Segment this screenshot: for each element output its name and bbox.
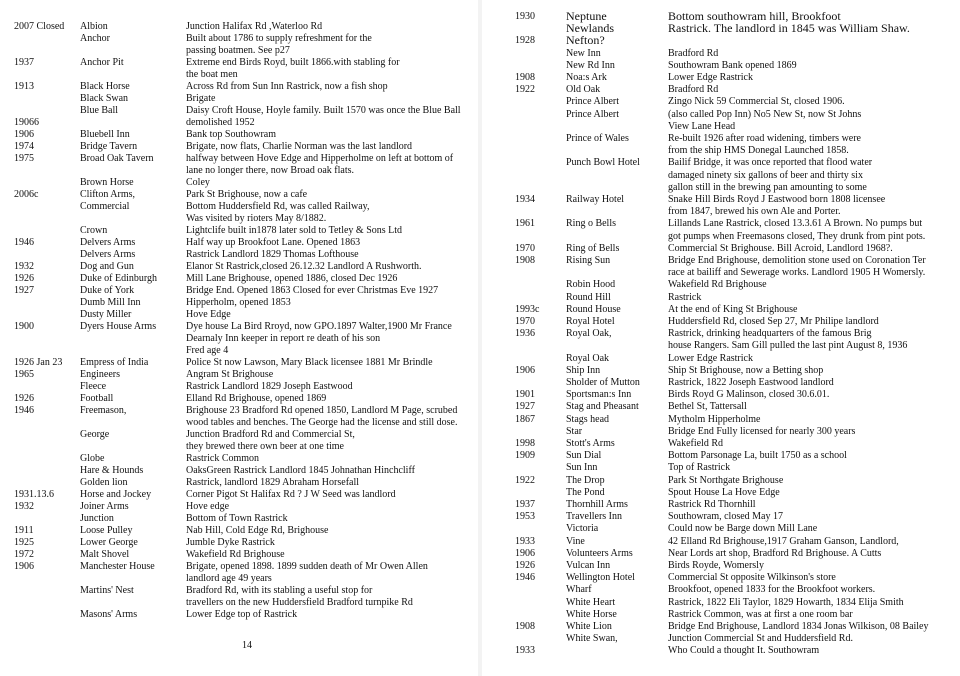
entry-year: 1906	[14, 129, 34, 140]
pub-entry	[482, 547, 960, 560]
pub-entry	[482, 413, 960, 426]
entry-description: Lightclife built in1878 later sold to Tetley & Sons Ltd	[186, 225, 403, 236]
page-number: 14	[242, 640, 252, 651]
entry-description: race at bailiff and Sewerage works. Landlord 1905 H Womersly.	[668, 267, 926, 279]
entry-description: Bottom southowram hill, Brookfoot	[668, 10, 841, 23]
entry-description: Could now be Barge down Mill Lane	[668, 523, 818, 535]
entry-pub-name: Loose Pulley	[80, 525, 133, 536]
entry-description: Southowram, closed May 17	[668, 511, 783, 523]
pub-entry	[482, 47, 960, 60]
entry-pub-name: Horse and Jockey	[80, 489, 152, 500]
entry-pub-name: Dog and Gun	[80, 261, 134, 272]
entry-pub-name: Round Hill	[566, 291, 611, 303]
entry-description: Half way up Brookfoot Lane. Opened 1863	[186, 237, 361, 248]
entry-description: Bailif Bridge, it was once reported that flood water	[668, 157, 873, 169]
entry-description: Hove edge	[186, 501, 230, 512]
pub-entry	[482, 156, 960, 169]
entry-description: View Lane Head	[668, 120, 736, 132]
entry-year: 1931.13.6	[14, 489, 54, 500]
entry-pub-name: George	[80, 429, 110, 440]
entry-year: 1926 Jan 23	[14, 357, 63, 368]
entry-pub-name: Railway Hotel	[566, 194, 625, 205]
entry-year: 1906	[515, 364, 535, 376]
entry-description: Park St Northgate Brighouse	[668, 474, 784, 486]
entry-description: Junction Commercial St and Huddersfield Rd.	[668, 633, 853, 645]
entry-description: Junction Halifax Rd ,Waterloo Rd	[186, 21, 323, 32]
entry-year: 1972	[14, 549, 34, 560]
pub-entry	[482, 571, 960, 584]
pub-entry	[482, 498, 960, 511]
entry-description: Rastrick Landlord 1829 Thomas Lofthouse	[186, 249, 359, 260]
entry-pub-name: Clifton Arms,	[80, 189, 136, 200]
entry-pub-name: Dusty Miller	[80, 309, 132, 320]
entry-year: 1901	[515, 389, 535, 401]
entry-pub-name: Manchester House	[80, 561, 155, 572]
entry-description: Coley	[186, 177, 210, 188]
pub-entry	[482, 217, 960, 230]
entry-pub-name: Globe	[80, 453, 105, 464]
pub-entry	[482, 461, 960, 474]
entry-pub-name: Stag and Pheasant	[566, 401, 639, 413]
pub-entry	[482, 474, 960, 487]
entry-year: 1908	[515, 621, 535, 632]
entry-description: from 1847, brewed his own Ale and Porter.	[668, 206, 841, 218]
entry-description: Daisy Croft House, Hoyle family. Built 1570 was once the Blue Ball	[186, 105, 461, 116]
entry-year: 1867	[515, 413, 535, 425]
entry-description: Corner Pigot St Halifax Rd ? J W Seed was landlord	[186, 489, 396, 500]
entry-description: Angram St Brighouse	[186, 369, 274, 380]
pub-entry	[482, 632, 960, 645]
entry-pub-name: Crown	[80, 225, 108, 236]
entry-pub-name: Anchor Pit	[80, 57, 124, 68]
entry-description: halfway between Hove Edge and Hipperholme on left at bottom of	[186, 153, 454, 164]
entry-year: 1909	[515, 450, 535, 462]
left-page	[0, 0, 478, 676]
entry-description: the boat men	[186, 69, 238, 80]
entry-description: Lower Edge Rastrick	[668, 72, 753, 83]
entry-description: Near Lords art shop, Bradford Rd Brighouse. A Cutts	[668, 547, 882, 559]
entry-pub-name: Commercial	[80, 201, 130, 212]
entry-pub-name: Blue Ball	[80, 105, 119, 116]
entry-description: Who Could a thought It. Southowram	[668, 645, 820, 657]
entry-description: landlord age 49 years	[186, 573, 272, 584]
pub-entry	[482, 522, 960, 535]
entry-year: 1932	[14, 501, 34, 512]
entry-description: Bradford Rd, with its stabling a useful stop for	[186, 585, 373, 596]
pub-entry	[482, 388, 960, 401]
entry-description: Rastrick Common	[186, 453, 260, 464]
pub-entry	[482, 437, 960, 450]
pub-entry	[482, 425, 960, 438]
entry-description: Wakefield Rd	[668, 438, 724, 449]
entry-description: Mytholm Hipperholme	[668, 413, 761, 425]
entry-pub-name: Travellers Inn	[566, 511, 623, 523]
entry-description: Nab Hill, Cold Edge Rd, Brighouse	[186, 525, 329, 536]
entry-description: Was visited by rioters May 8/1882.	[186, 213, 327, 224]
entry-description: Wakefield Rd Brighouse	[186, 549, 285, 560]
entry-description: Brookfoot, opened 1833 for the Brookfoot workers.	[668, 584, 876, 596]
entry-year: 1926	[14, 393, 34, 404]
entry-pub-name: The Drop	[566, 474, 605, 486]
entry-description: Rastrick Rd Thornhill	[668, 499, 756, 510]
pub-entry	[482, 486, 960, 499]
entry-description: Dearnaly Inn keeper in report re death of his son	[186, 333, 381, 344]
entry-description: Huddersfield Rd, closed Sep 27, Mr Philipe landlord	[668, 316, 879, 327]
pub-entry	[482, 242, 960, 255]
entry-pub-name: Sportsman:s Inn	[566, 389, 632, 401]
entry-pub-name: Star	[566, 425, 583, 437]
entry-description: Elanor St Rastrick,closed 26.12.32 Landlord A Rushworth.	[186, 261, 422, 272]
entry-pub-name: Lower George	[80, 537, 138, 548]
pub-entry	[482, 608, 960, 621]
entry-description: Bridge End. Opened 1863 Closed for ever Christmas Eve 1927	[186, 285, 439, 296]
entry-description: Rastrick Landlord 1829 Joseph Eastwood	[186, 381, 353, 392]
entry-year: 1925	[14, 537, 34, 548]
entry-description: passing boatmen. See p27	[186, 45, 290, 56]
entry-year: 1911	[14, 525, 34, 536]
entry-description: Fred age 4	[186, 345, 229, 356]
entry-description: got pumps when Freemasons closed, They drunk from pint pots.	[668, 230, 926, 242]
entry-description: Top of Rastrick	[668, 462, 731, 474]
entry-pub-name: Duke of Edinburgh	[80, 273, 158, 284]
entry-description: Rastrick, landlord 1829 Abraham Horsefall	[186, 477, 360, 488]
entry-year: 1961	[515, 218, 535, 230]
entry-description: travellers on the new Huddersfield Bradford turnpike Rd	[186, 597, 413, 608]
entry-description: Southowram Bank opened 1869	[668, 59, 797, 71]
pub-entry	[482, 22, 960, 35]
entry-pub-name: Ring of Bells	[566, 242, 620, 254]
entry-pub-name: Delvers Arms	[80, 237, 136, 248]
entry-year: 1946	[14, 405, 34, 416]
entry-description: Jumble Dyke Rastrick	[186, 537, 275, 548]
entry-description: Built about 1786 to supply refreshment for the	[186, 33, 372, 44]
entry-year: 1906	[14, 561, 34, 572]
entry-description: lane no longer there, now Broad oak flats.	[186, 165, 355, 176]
entry-pub-name: Freemason,	[80, 405, 127, 416]
entry-pub-name: White Heart	[566, 596, 616, 608]
entry-description: Bridge End Brighouse, demolition stone used on Coronation Ter	[668, 255, 926, 266]
entry-year: 19066	[14, 117, 39, 128]
entry-pub-name: Thornhill Arms	[566, 499, 628, 510]
entry-pub-name: New Inn	[566, 47, 601, 59]
entry-description: Bethel St, Tattersall	[668, 401, 747, 413]
entry-description: Rastrick Common, was at first a one room bar	[668, 608, 853, 620]
entry-description: Bank top Southowram	[186, 129, 276, 140]
entry-description: Bridge End Brighouse, Landlord 1834 Jonas Wilkison, 08 Bailey	[668, 621, 929, 632]
entry-description: Brigate	[186, 93, 216, 104]
pub-entry	[482, 181, 960, 194]
entry-pub-name: Delvers Arms	[80, 249, 136, 260]
entry-pub-name: Ring o Bells	[566, 218, 617, 230]
entry-description: Junction Bradford Rd and Commercial St,	[186, 429, 355, 440]
entry-year: 1922	[515, 474, 535, 486]
entry-pub-name: New Rd Inn	[566, 59, 615, 71]
entry-pub-name: Golden lion	[80, 477, 128, 488]
pub-entry	[482, 230, 960, 243]
entry-pub-name: Engineers	[80, 369, 120, 380]
pub-entry	[482, 278, 960, 291]
entry-pub-name: Broad Oak Tavern	[80, 153, 154, 164]
entry-description: Zingo Nick 59 Commercial St, closed 1906.	[668, 96, 845, 108]
entry-pub-name: Wellington Hotel	[566, 572, 635, 584]
entry-description: Bradford Rd	[668, 47, 719, 59]
entry-pub-name: Volunteers Arms	[566, 547, 633, 559]
entry-year: 2007 Closed	[14, 21, 65, 32]
entry-pub-name: Malt Shovel	[80, 549, 130, 560]
entry-description: Elland Rd Brighouse, opened 1869	[186, 393, 327, 404]
entry-year: 1965	[14, 369, 34, 380]
pub-entry	[482, 596, 960, 609]
entry-description: wood tables and benches. The George had the license and still dose.	[186, 417, 458, 428]
entry-pub-name: Punch Bowl Hotel	[566, 157, 640, 169]
entry-year: 1913	[14, 81, 34, 92]
pub-entry	[482, 95, 960, 108]
entry-year: 1993c	[515, 303, 540, 315]
entry-year: 1928	[515, 35, 535, 47]
entry-pub-name: Noa:s Ark	[566, 72, 607, 83]
entry-description: Lillands Lane Rastrick, closed 13.3.61 A Brown. No pumps but	[668, 218, 923, 230]
entry-year: 1933	[515, 645, 535, 657]
entry-description: Commercial St Brighouse. Bill Acroid, Landlord 1968?.	[668, 242, 893, 254]
entry-description: Brigate, now flats, Charlie Norman was the last landlord	[186, 141, 413, 152]
entry-pub-name: Stags head	[566, 413, 610, 425]
entry-pub-name: Albion	[80, 21, 108, 32]
entry-description: Bottom Parsonage La, built 1750 as a school	[668, 450, 847, 462]
entry-pub-name: Royal Oak,	[566, 328, 612, 340]
entry-year: 1937	[14, 57, 34, 68]
entry-year: 1937	[515, 499, 535, 510]
entry-pub-name: Duke of York	[80, 285, 135, 296]
entry-pub-name: Prince Albert	[566, 108, 620, 120]
entry-pub-name: Bridge Tavern	[80, 141, 138, 152]
entry-description: house Rangers. Sam Gill pulled the last pint August 8, 1936	[668, 340, 908, 352]
entry-year: 1932	[14, 261, 34, 272]
entry-year: 1933	[515, 535, 535, 547]
entry-pub-name: Black Horse	[80, 81, 130, 92]
entry-pub-name: Royal Oak	[566, 352, 610, 364]
entry-pub-name: Football	[80, 393, 114, 404]
entry-description: Birds Royde, Womersly	[668, 560, 764, 571]
entry-year: 1927	[515, 401, 535, 413]
entry-pub-name: Junction	[80, 513, 114, 524]
pub-entry	[482, 71, 960, 84]
entry-pub-name: Victoria	[566, 523, 599, 535]
pub-entry	[482, 339, 960, 352]
entry-pub-name: Dumb Mill Inn	[80, 297, 141, 308]
entry-description: Rastrick	[668, 291, 702, 303]
pub-entry	[482, 510, 960, 523]
pub-entry	[482, 266, 960, 279]
entry-year: 1908	[515, 255, 535, 266]
pub-entry	[482, 108, 960, 121]
pub-entry	[482, 364, 960, 377]
entry-description: Mill Lane Brighouse, opened 1886, closed Dec 1926	[186, 273, 398, 284]
entry-pub-name: The Pond	[566, 486, 605, 498]
entry-pub-name: White Swan,	[566, 633, 618, 645]
entry-year: 1946	[515, 572, 535, 584]
entry-description: Hove Edge	[186, 309, 231, 320]
entry-pub-name: Brown Horse	[80, 177, 134, 188]
pub-entry	[482, 352, 960, 365]
pub-entry	[482, 376, 960, 389]
pub-entry	[482, 120, 960, 133]
entry-pub-name: Old Oak	[566, 84, 601, 96]
entry-year: 1927	[14, 285, 34, 296]
entry-year: 1953	[515, 511, 535, 523]
entry-pub-name: Robin Hood	[566, 279, 616, 291]
entry-description: Bradford Rd	[668, 84, 719, 96]
entry-pub-name: Prince Albert	[566, 96, 620, 108]
entry-pub-name: Ship Inn	[566, 364, 601, 376]
entry-description: 42 Elland Rd Brighouse,1917 Graham Ganson, Landlord,	[668, 535, 899, 547]
entry-year: 1900	[14, 321, 34, 332]
pub-entry	[482, 315, 960, 328]
pub-entry	[482, 169, 960, 182]
entry-pub-name: Sun Inn	[566, 462, 598, 474]
pub-entry	[482, 327, 960, 340]
entry-pub-name: White Lion	[566, 621, 612, 632]
entry-description: Commercial St opposite Wilkinson's store	[668, 572, 836, 584]
right-page	[482, 0, 960, 676]
entry-description: Rastrick, drinking headquarters of the famous Brig	[668, 328, 872, 340]
entry-pub-name: Round House	[566, 303, 621, 315]
entry-description: Wakefield Rd Brighouse	[668, 279, 767, 291]
entry-pub-name: Empress of India	[80, 357, 149, 368]
pub-entry	[482, 132, 960, 145]
pub-entry	[482, 449, 960, 462]
entry-year: 1926	[515, 560, 535, 571]
entry-pub-name: Rising Sun	[566, 255, 611, 266]
pub-entry	[482, 10, 960, 23]
pub-entry	[482, 144, 960, 157]
entry-year: 1998	[515, 438, 535, 449]
entry-description: Rastrick, 1822 Eli Taylor, 1829 Howarth, 1834 Elija Smith	[668, 596, 904, 608]
entry-pub-name: Vulcan Inn	[566, 560, 611, 571]
entry-pub-name: Masons' Arms	[80, 609, 138, 620]
entry-description: demolished 1952	[186, 117, 255, 128]
pub-entry	[482, 644, 960, 657]
entry-year: 1974	[14, 141, 34, 152]
entry-year: 1975	[14, 153, 34, 164]
entry-description: Bottom of Town Rastrick	[186, 513, 288, 524]
pub-entry	[482, 59, 960, 72]
entry-description: Brigate, opened 1898. 1899 sudden death of Mr Owen Allen	[186, 561, 428, 572]
pub-entry	[482, 34, 960, 47]
entry-description: Park St Brighouse, now a cafe	[186, 189, 308, 200]
pub-entry	[482, 583, 960, 596]
entry-pub-name: Prince of Wales	[566, 133, 629, 144]
entry-year: 1926	[14, 273, 34, 284]
entry-description: Brighouse 23 Bradford Rd opened 1850, Landlord M Page, scrubed	[186, 405, 458, 416]
entry-description: gallon still in the brewing pan amounting to some	[668, 181, 867, 193]
entry-pub-name: Wharf	[566, 584, 592, 596]
entry-description: Police St now Lawson, Mary Black licensee 1881 Mr Brindle	[186, 357, 433, 368]
entry-pub-name: Royal Hotel	[566, 316, 615, 327]
entry-year: 1906	[515, 547, 535, 559]
pub-entry	[482, 620, 960, 633]
pub-entry	[482, 205, 960, 218]
entry-description: Extreme end Birds Royd, built 1866.with stabling for	[186, 57, 400, 68]
entry-description: damaged ninety six gallons of beer and thirty six	[668, 169, 863, 181]
entry-year: 1970	[515, 242, 535, 254]
pub-entry	[482, 193, 960, 206]
entry-pub-name: Joiner Arms	[80, 501, 129, 512]
entry-description: Lower Edge top of Rastrick	[186, 609, 298, 620]
entry-pub-name: Newlands	[566, 22, 614, 36]
entry-pub-name: Hare & Hounds	[80, 465, 144, 476]
entry-year: 1930	[515, 11, 535, 22]
entry-pub-name: Sholder of Mutton	[566, 377, 640, 388]
entry-description: Across Rd from Sun Inn Rastrick, now a fish shop	[186, 81, 388, 92]
entry-pub-name: Sun Dial	[566, 450, 602, 462]
entry-description: Re-built 1926 after road widening, timbers were	[668, 133, 861, 144]
entry-description: Spout House La Hove Edge	[668, 486, 780, 498]
entry-pub-name: Martins' Nest	[80, 585, 134, 596]
entry-pub-name: Nefton?	[566, 34, 605, 48]
entry-pub-name: Black Swan	[80, 93, 129, 104]
entry-description: Dye house La Bird Rroyd, now GPO.1897 Walter,1900 Mr France	[186, 321, 452, 332]
entry-pub-name: White Horse	[566, 608, 617, 620]
pub-entry	[482, 400, 960, 413]
entry-description: Birds Royd G Malinson, closed 30.6.01.	[668, 389, 830, 401]
entry-description: Rastrick. The landlord in 1845 was William Shaw.	[668, 22, 910, 36]
entry-year: 1922	[515, 84, 535, 96]
entry-year: 2006c	[14, 189, 39, 200]
entry-description: Bridge End Fully licensed for nearly 300 years	[668, 425, 856, 437]
entry-description: (also called Pop Inn) No5 New St, now St Johns	[668, 108, 862, 120]
entry-year: 1946	[14, 237, 34, 248]
pub-entry	[482, 83, 960, 96]
entry-year: 1970	[515, 316, 535, 327]
entry-description: Rastrick, 1822 Joseph Eastwood landlord	[668, 377, 834, 388]
entry-pub-name: Anchor	[80, 33, 110, 44]
entry-description: Hipperholm, opened 1853	[186, 297, 291, 308]
entry-description: Bottom Huddersfield Rd, was called Railway,	[186, 201, 370, 212]
entry-pub-name: Stott's Arms	[566, 438, 615, 449]
pub-entry	[482, 291, 960, 304]
entry-year: 1934	[515, 194, 535, 205]
pub-entry	[482, 559, 960, 572]
entry-description: Lower Edge Rastrick	[668, 352, 753, 364]
entry-pub-name: Vine	[566, 535, 585, 547]
pub-entry	[482, 303, 960, 316]
entry-description: Ship St Brighouse, now a Betting shop	[668, 364, 824, 376]
entry-year: 1908	[515, 72, 535, 83]
entry-description: they brewed there own beer at one time	[186, 441, 344, 452]
entry-pub-name: Bluebell Inn	[80, 129, 130, 140]
entry-description: At the end of King St Brighouse	[668, 303, 798, 315]
entry-pub-name: Fleece	[80, 381, 107, 392]
pub-entry	[482, 254, 960, 267]
entry-description: from the ship HMS Donegal Launched 1858.	[668, 145, 849, 157]
entry-year: 1936	[515, 328, 535, 340]
entry-description: OaksGreen Rastrick Landlord 1845 Johnathan Hinchcliff	[186, 465, 415, 476]
pub-entry	[482, 535, 960, 548]
pub-entry	[0, 608, 478, 621]
entry-description: Snake Hill Birds Royd J Eastwood born 1808 licensee	[668, 194, 886, 205]
entry-pub-name: Dyers House Arms	[80, 321, 157, 332]
entry-pub-name: Neptune	[566, 10, 607, 23]
